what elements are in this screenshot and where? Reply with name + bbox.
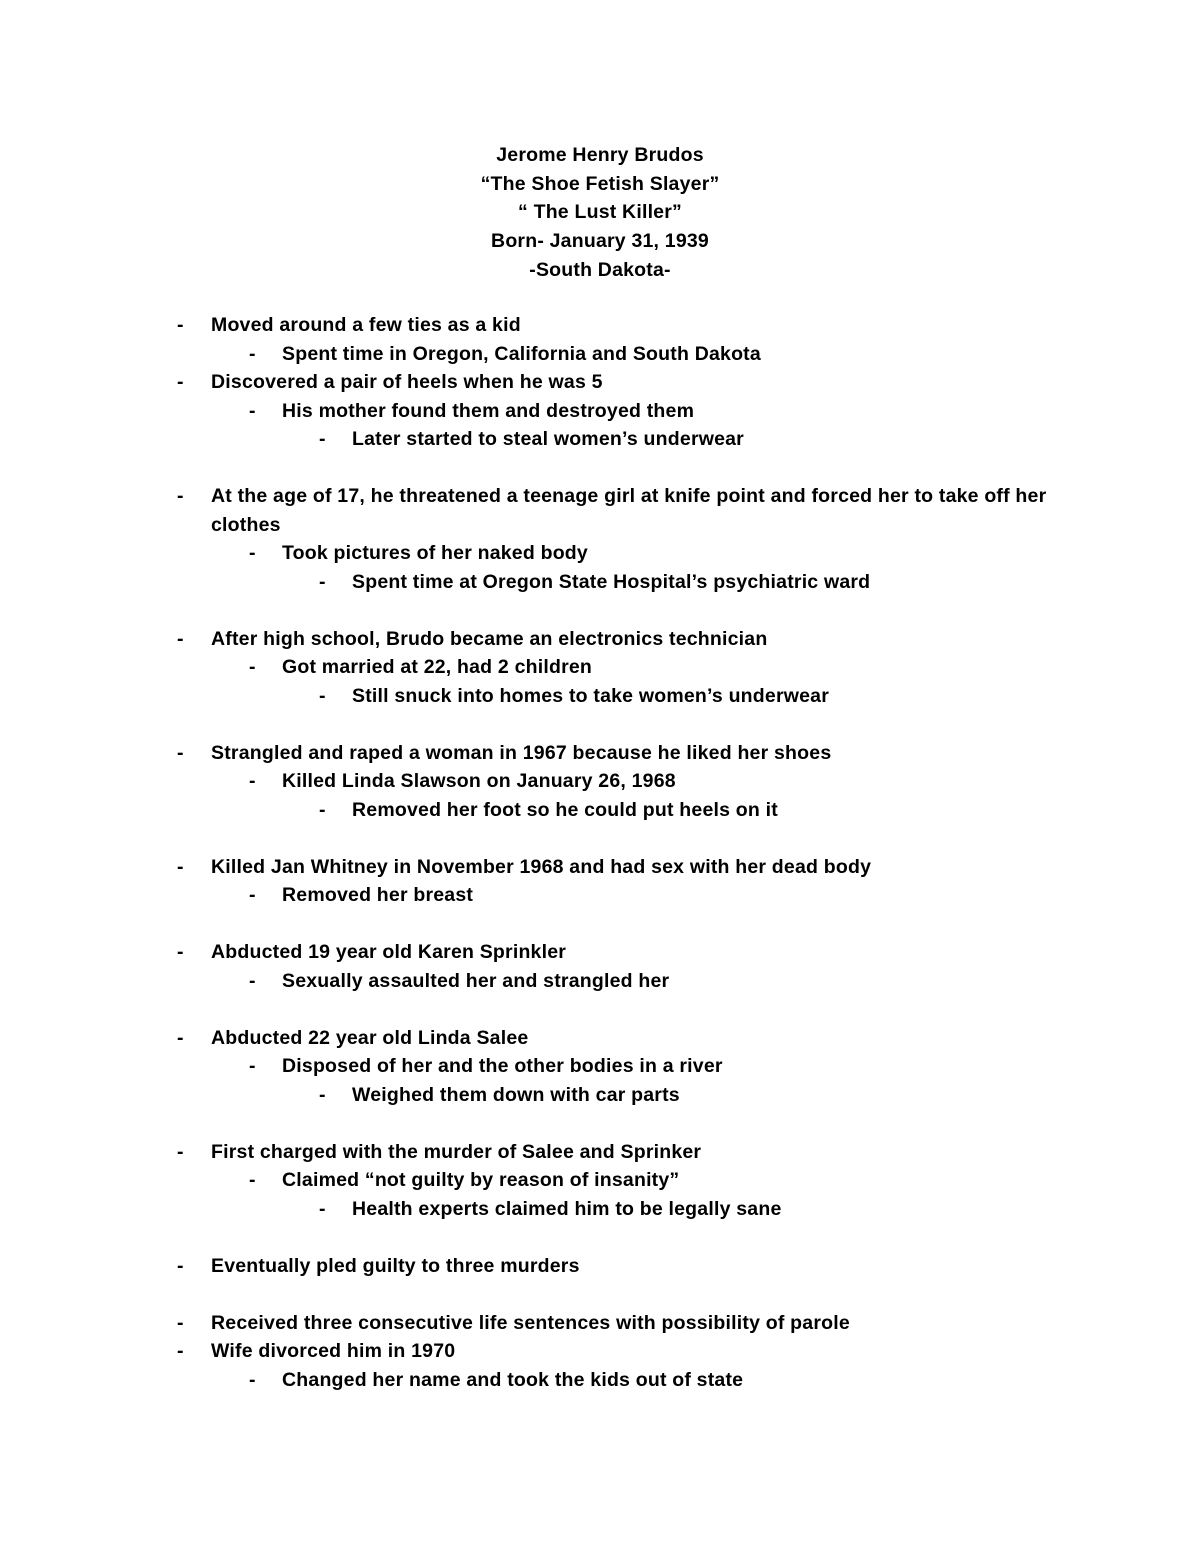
list-item-text: Removed her foot so he could put heels on it xyxy=(352,798,778,821)
list-item xyxy=(0,881,1200,910)
list-item-text: Spent time in Oregon, California and South Dakota xyxy=(282,342,761,365)
paragraph-gap xyxy=(0,596,1200,625)
list-item-text: Still snuck into homes to take women’s underwear xyxy=(352,684,829,707)
bullet-dash: - xyxy=(177,314,184,336)
bullet-dash: - xyxy=(249,1055,256,1077)
list-item-text: Sexually assaulted her and strangled her xyxy=(282,969,670,992)
bullet-dash: - xyxy=(249,884,256,906)
list-item-text: Discovered a pair of heels when he was 5 xyxy=(211,371,603,393)
list-item-text: After high school, Brudo became an electronics technician xyxy=(211,627,768,650)
list-item-text: Strangled and raped a woman in 1967 because he liked her shoes xyxy=(211,741,832,764)
bullet-dash: - xyxy=(319,684,326,707)
list-item xyxy=(0,397,1200,426)
list-item-text: At the age of 17, he threatened a teenage girl at knife point and forced her to take off her clothes xyxy=(211,485,1047,536)
bullet-dash: - xyxy=(177,1026,184,1049)
paragraph-gap xyxy=(0,1280,1200,1309)
bullet-dash: - xyxy=(319,570,326,593)
list-item-text: Eventually pled guilty to three murders xyxy=(211,1254,580,1277)
paragraph-gap xyxy=(0,1223,1200,1252)
list-item xyxy=(0,1052,1200,1081)
list-item-text: Wife divorced him in 1970 xyxy=(211,1340,456,1362)
birth-place: -South Dakota- xyxy=(529,258,671,281)
list-item xyxy=(0,568,1200,597)
notes-list xyxy=(0,311,1200,1394)
list-item xyxy=(0,1366,1200,1395)
list-item xyxy=(0,1138,1200,1167)
nickname-shoe-fetish-slayer: “The Shoe Fetish Slayer” xyxy=(480,172,720,195)
paragraph-gap xyxy=(0,1109,1200,1138)
bullet-dash: - xyxy=(249,542,256,564)
list-item-text: Removed her breast xyxy=(282,884,474,906)
list-item-text: Abducted 22 year old Linda Salee xyxy=(211,1026,529,1049)
list-item xyxy=(0,653,1200,682)
list-item-text: Killed Linda Slawson on January 26, 1968 xyxy=(282,770,676,792)
birth-date: Born- January 31, 1939 xyxy=(491,230,709,253)
bullet-dash: - xyxy=(319,428,326,450)
bullet-dash: - xyxy=(249,399,256,422)
bullet-dash: - xyxy=(249,1368,256,1391)
bullet-dash: - xyxy=(177,1140,184,1163)
list-item-text: Later started to steal women’s underwear xyxy=(352,428,744,450)
list-item-text: Health experts claimed him to be legally sane xyxy=(352,1197,782,1220)
list-item xyxy=(0,482,1200,539)
nickname-lust-killer: “ The Lust Killer” xyxy=(518,201,682,224)
list-item-text: Changed her name and took the kids out of state xyxy=(282,1368,744,1391)
list-item xyxy=(0,796,1200,825)
list-item xyxy=(0,1195,1200,1224)
list-item xyxy=(0,1024,1200,1053)
list-item xyxy=(0,1337,1200,1366)
bullet-dash: - xyxy=(177,1340,184,1362)
bullet-dash: - xyxy=(249,656,256,678)
bullet-dash: - xyxy=(249,342,256,365)
paragraph-gap xyxy=(0,710,1200,739)
list-item xyxy=(0,368,1200,397)
list-item xyxy=(0,1252,1200,1281)
bullet-dash: - xyxy=(177,627,184,650)
paragraph-gap xyxy=(0,824,1200,853)
list-item-text: Disposed of her and the other bodies in a river xyxy=(282,1055,723,1077)
list-item xyxy=(0,539,1200,568)
bullet-dash: - xyxy=(319,1083,326,1106)
list-item xyxy=(0,625,1200,654)
list-item xyxy=(0,739,1200,768)
list-item-text: Spent time at Oregon State Hospital’s psychiatric ward xyxy=(352,570,871,593)
paragraph-gap xyxy=(0,995,1200,1024)
list-item-text: Received three consecutive life sentences with possibility of parole xyxy=(211,1311,850,1334)
list-item xyxy=(0,1166,1200,1195)
bullet-dash: - xyxy=(177,855,184,878)
list-item xyxy=(0,1309,1200,1338)
list-item xyxy=(0,767,1200,796)
list-item xyxy=(0,311,1200,340)
bullet-dash: - xyxy=(319,798,326,821)
bullet-dash: - xyxy=(177,741,184,764)
list-item xyxy=(0,425,1200,454)
list-item xyxy=(0,853,1200,882)
list-item xyxy=(0,967,1200,996)
bullet-dash: - xyxy=(177,941,184,963)
paragraph-gap xyxy=(0,910,1200,939)
bullet-dash: - xyxy=(177,1254,184,1277)
bullet-dash: - xyxy=(177,1311,184,1334)
document-header xyxy=(0,141,1200,285)
list-item-text: Killed Jan Whitney in November 1968 and had sex with her dead body xyxy=(211,855,872,878)
subject-name: Jerome Henry Brudos xyxy=(496,144,704,166)
list-item-text: Claimed “not guilty by reason of insanity” xyxy=(282,1169,680,1191)
bullet-dash: - xyxy=(177,371,184,393)
list-item xyxy=(0,682,1200,711)
list-item-text: Weighed them down with car parts xyxy=(352,1083,680,1106)
list-item xyxy=(0,340,1200,369)
bullet-dash: - xyxy=(249,969,256,992)
list-item xyxy=(0,1081,1200,1110)
list-item-text: Took pictures of her naked body xyxy=(282,542,588,564)
list-item-text: First charged with the murder of Salee and Sprinker xyxy=(211,1140,702,1163)
list-item-text: His mother found them and destroyed them xyxy=(282,399,695,422)
paragraph-gap xyxy=(0,454,1200,483)
bullet-dash: - xyxy=(249,1169,256,1191)
bullet-dash: - xyxy=(177,485,184,507)
bullet-dash: - xyxy=(249,770,256,792)
bullet-dash: - xyxy=(319,1197,326,1220)
list-item-text: Got married at 22, had 2 children xyxy=(282,656,593,678)
list-item xyxy=(0,938,1200,967)
list-item-text: Abducted 19 year old Karen Sprinkler xyxy=(211,941,567,963)
list-item-text: Moved around a few ties as a kid xyxy=(211,314,521,336)
